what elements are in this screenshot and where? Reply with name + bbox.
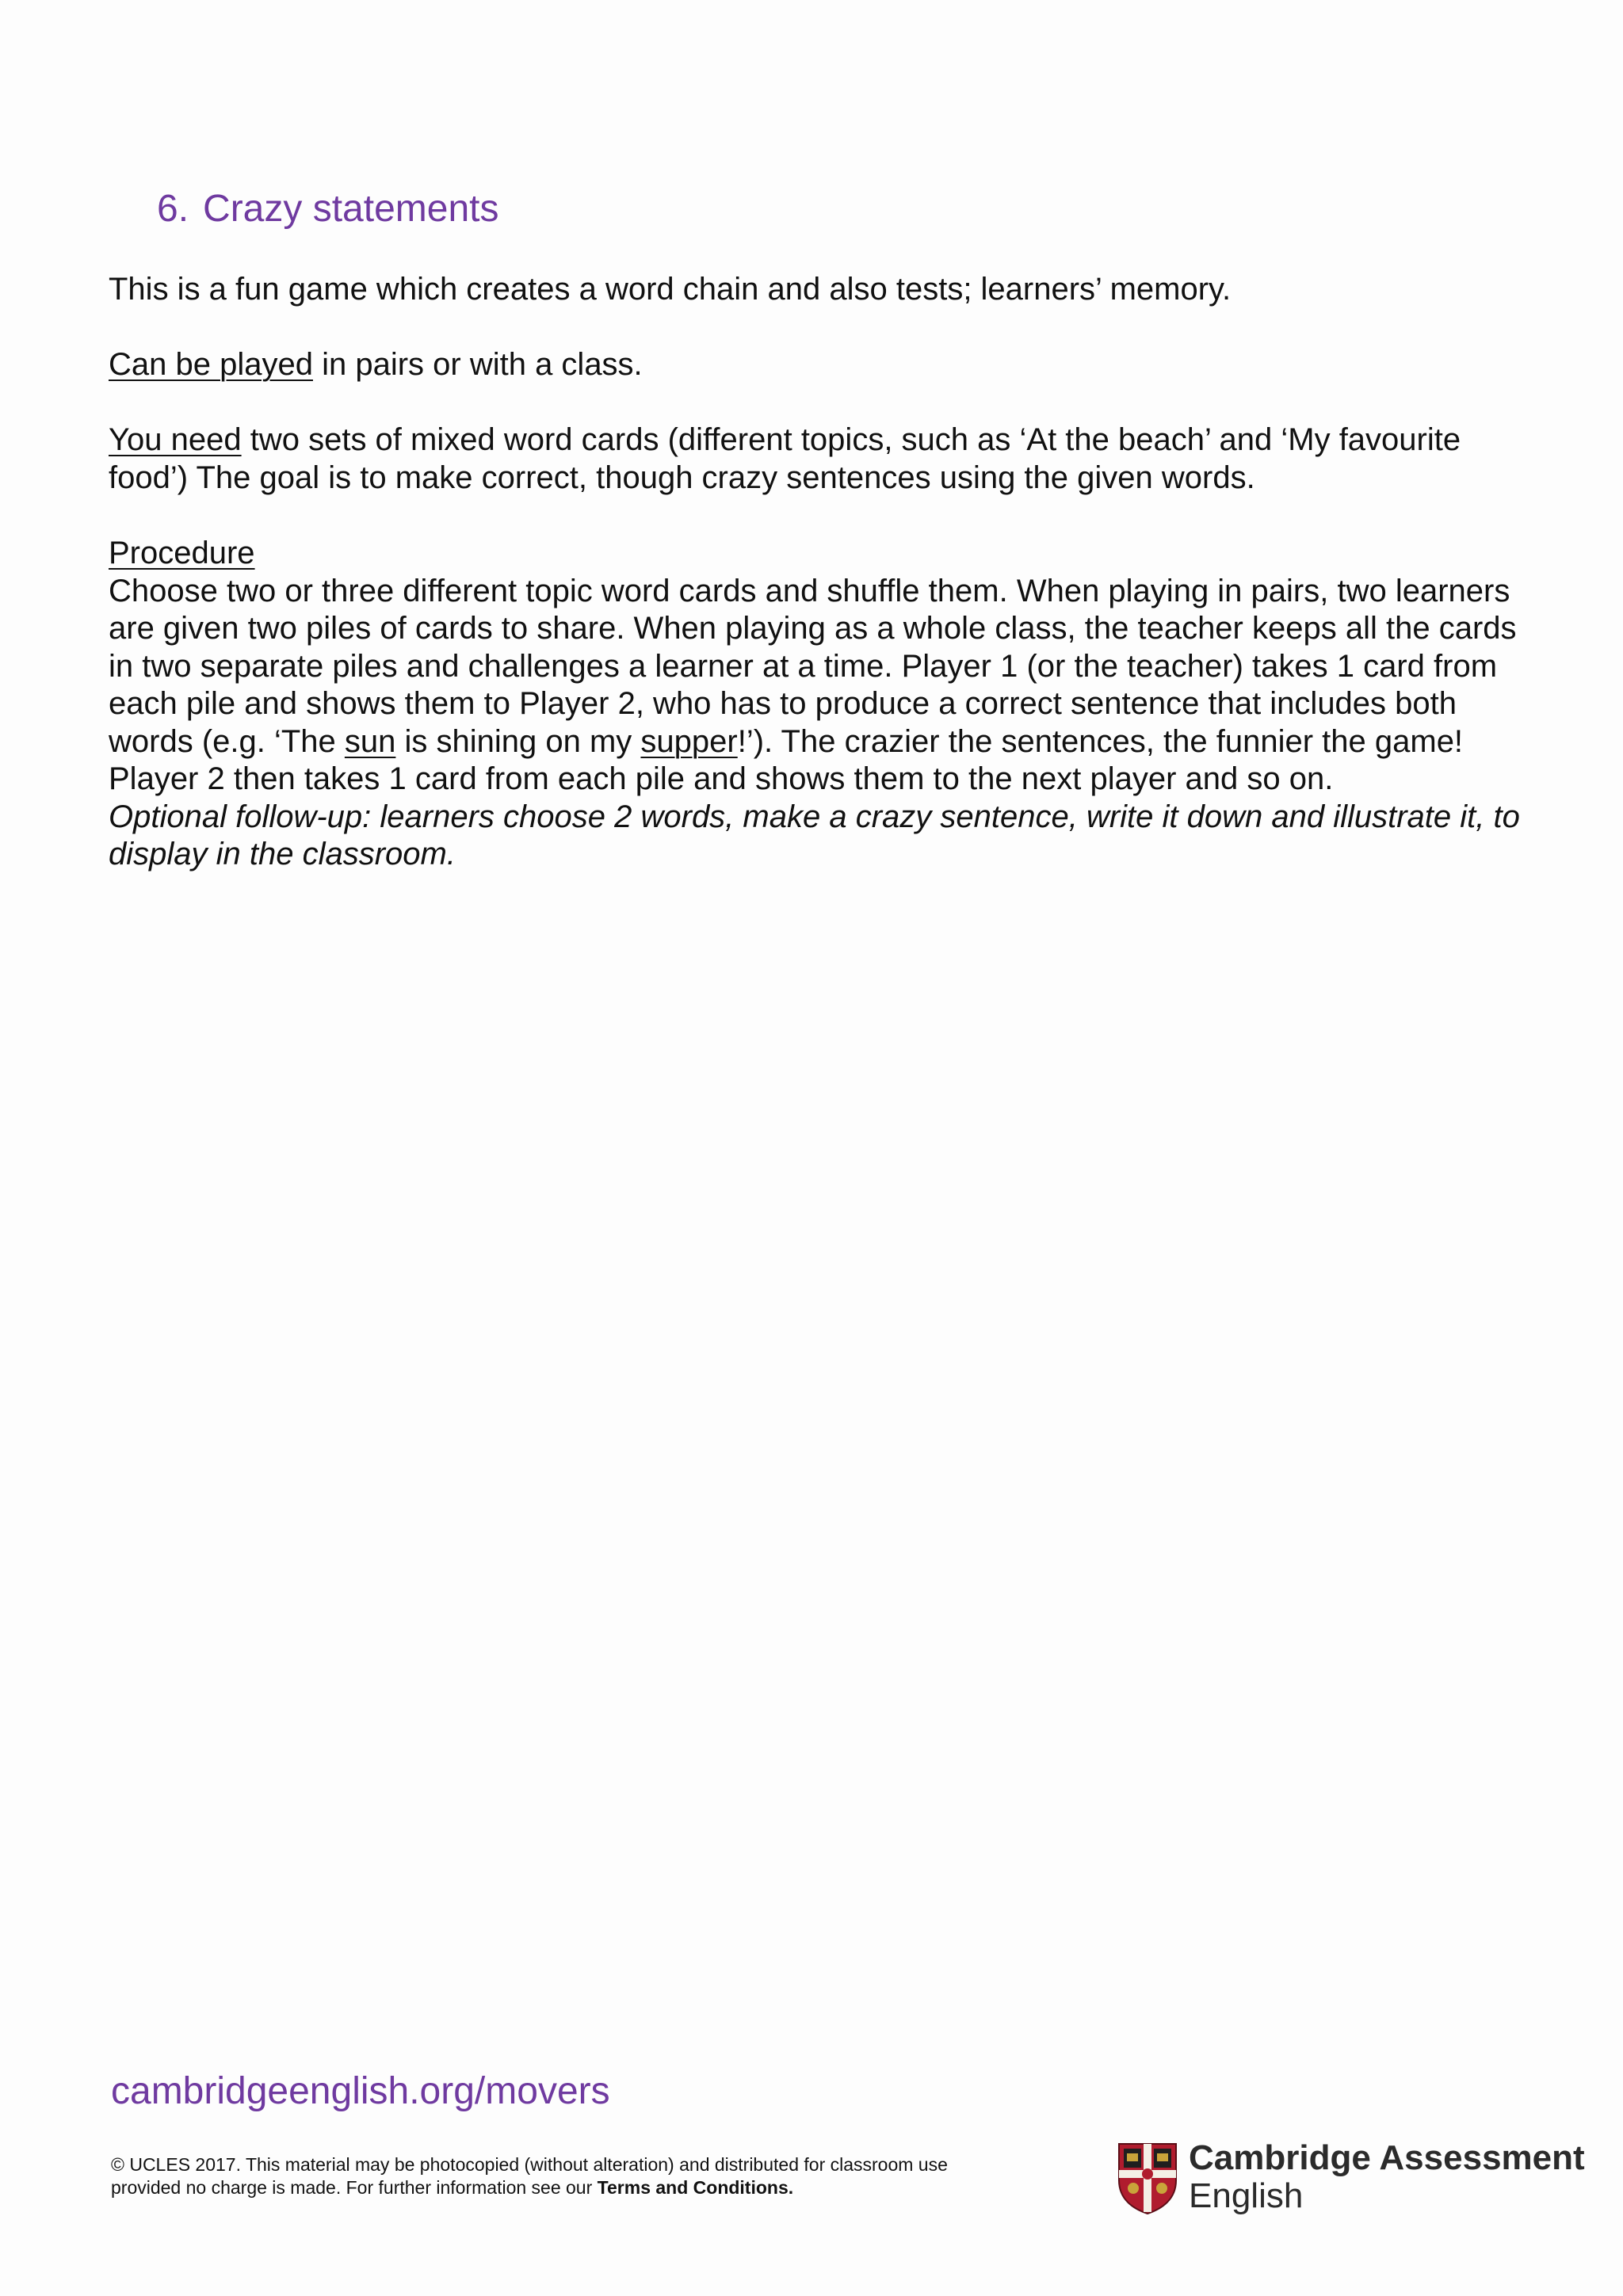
procedure-label: Procedure xyxy=(109,536,255,570)
logo-line1: Cambridge Assessment xyxy=(1189,2138,1585,2177)
section-title: Crazy statements xyxy=(203,188,499,230)
cambridge-logo xyxy=(1117,2138,1585,2218)
played-text: in pairs or with a class. xyxy=(312,347,643,382)
need-label: You need xyxy=(109,422,242,457)
copyright-notice xyxy=(111,2153,999,2199)
intro-paragraph: This is a fun game which creates a word chain and also tests; learners’ memory. xyxy=(109,272,1232,307)
procedure-text xyxy=(109,573,1535,799)
terms-link[interactable]: Terms and Conditions. xyxy=(597,2177,794,2198)
need-text: two sets of mixed word cards (different topics, such as ‘At the beach’ and ‘My favourite food’) The goal is to make correct, though crazy sentences using the given words. xyxy=(109,422,1461,495)
section-heading xyxy=(157,187,498,231)
cambridge-shield-icon xyxy=(1117,2142,1178,2215)
example-word-supper: supper xyxy=(640,723,738,759)
section-number: 6. xyxy=(157,188,189,230)
example-word-sun: sun xyxy=(344,723,396,759)
logo-wordmark xyxy=(1189,2139,1585,2215)
procedure-text-part: is shining on my xyxy=(395,723,641,759)
procedure-text-part: Choose two or three different topic word cards and shuffle them. When playing in pairs, two learners are given two piles of cards to share. When playing as a whole class, the teacher keeps all the cards in two separate piles and challenges a learner at a time. Player 1 (or the teacher) takes 1 card from each pile and shows them to Player 2, who has to produce a correct sentence that includes both words (e.g. ‘The xyxy=(109,573,1517,759)
played-paragraph xyxy=(109,346,1535,384)
optional-followup: Optional follow-up: learners choose 2 words, make a crazy sentence, write it down and illustrate it, to display in the classroom. xyxy=(109,799,1520,871)
copyright-text: © UCLES 2017. This material may be photocopied (without alteration) and distributed for classroom use provided no charge is made. For further information see our xyxy=(111,2154,948,2198)
played-label: Can be played xyxy=(109,347,313,382)
procedure-text-part: !’). The crazier the sentences, the funnier the game! Player 2 then takes 1 card from each pile and shows them to the next player and so on. xyxy=(109,723,1464,796)
footer-url-link[interactable]: cambridgeenglish.org/movers xyxy=(111,2070,610,2112)
logo-line2: English xyxy=(1189,2176,1304,2215)
procedure-section xyxy=(109,535,1535,874)
need-paragraph xyxy=(109,421,1535,497)
